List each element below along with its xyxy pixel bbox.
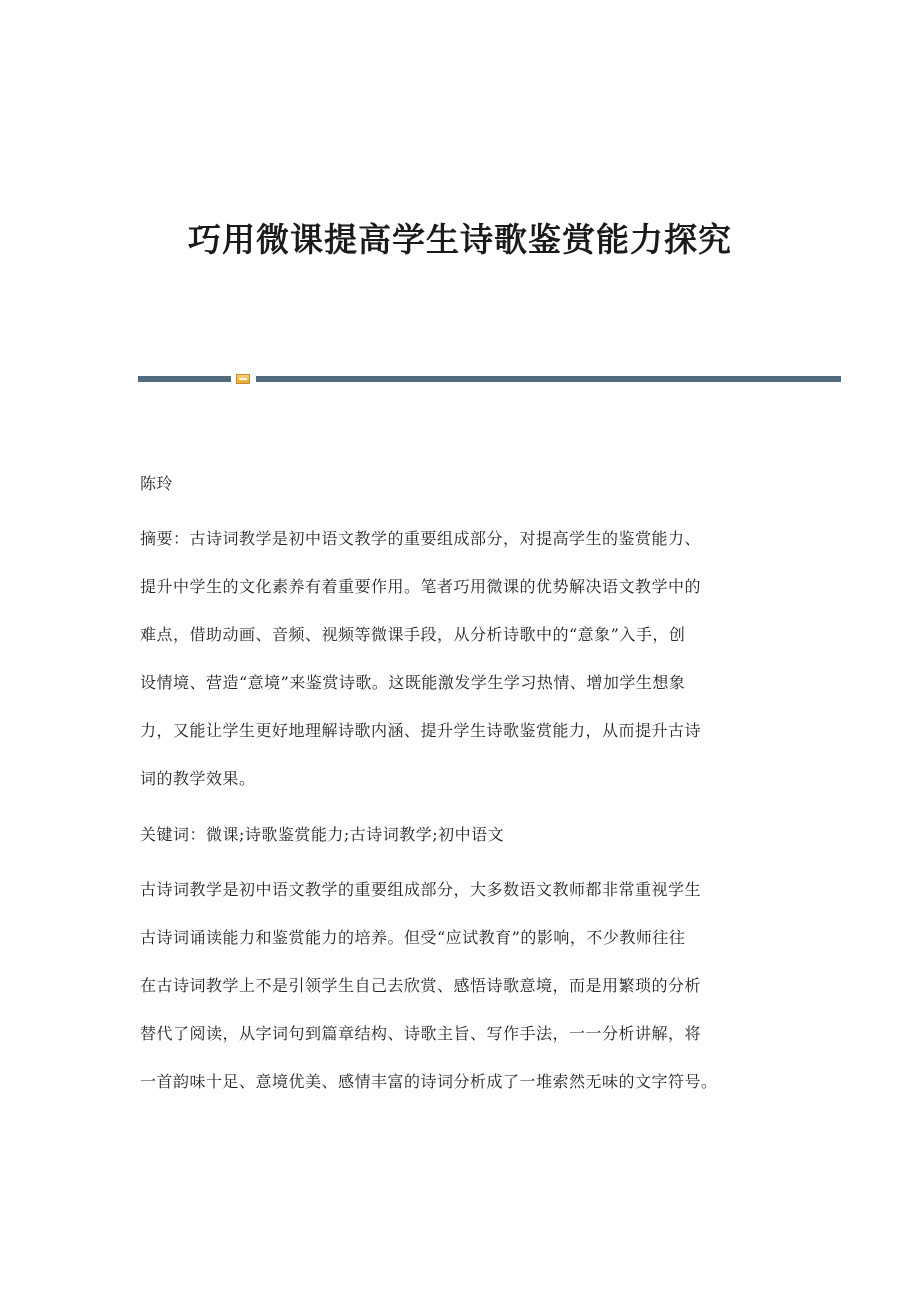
abstract-line: 难点，借助动画、音频、视频等微课手段，从分析诗歌中的“意象”入手，创 [140, 625, 686, 644]
author-line: 陈玲 [140, 474, 174, 493]
abstract-line: 摘要：古诗词教学是初中语文教学的重要组成部分，对提高学生的鉴赏能力、 [140, 529, 702, 548]
body-line: 在古诗词教学上不是引领学生自己去欣赏、感悟诗歌意境，而是用繁琐的分析 [140, 976, 702, 995]
abstract-line: 力，又能让学生更好地理解诗歌内涵、提升学生诗歌鉴赏能力，从而提升古诗 [140, 721, 702, 740]
abstract-line: 提升中学生的文化素养有着重要作用。笔者巧用微课的优势解决语文教学中的 [140, 577, 702, 596]
divider-ornament-icon [236, 374, 250, 384]
abstract-line: 设情境、营造“意境”来鉴赏诗歌。这既能激发学生学习热情、增加学生想象 [140, 673, 686, 692]
body-line: 古诗词诵读能力和鉴赏能力的培养。但受“应试教育”的影响，不少教师往往 [140, 928, 686, 947]
abstract-line: 词的教学效果。 [140, 769, 256, 788]
title-divider [138, 374, 841, 384]
document-title: 巧用微课提高学生诗歌鉴赏能力探究 [188, 220, 732, 259]
divider-bar-right [256, 376, 841, 382]
keywords-line: 关键词：微课;诗歌鉴赏能力;古诗词教学;初中语文 [140, 825, 505, 844]
body-line: 一首韵味十足、意境优美、感情丰富的诗词分析成了一堆索然无味的文字符号。 [140, 1072, 718, 1091]
divider-bar-left [138, 376, 231, 382]
body-line: 替代了阅读，从字词句到篇章结构、诗歌主旨、写作手法，一一分析讲解，将 [140, 1024, 702, 1043]
body-line: 古诗词教学是初中语文教学的重要组成部分，大多数语文教师都非常重视学生 [140, 880, 702, 899]
